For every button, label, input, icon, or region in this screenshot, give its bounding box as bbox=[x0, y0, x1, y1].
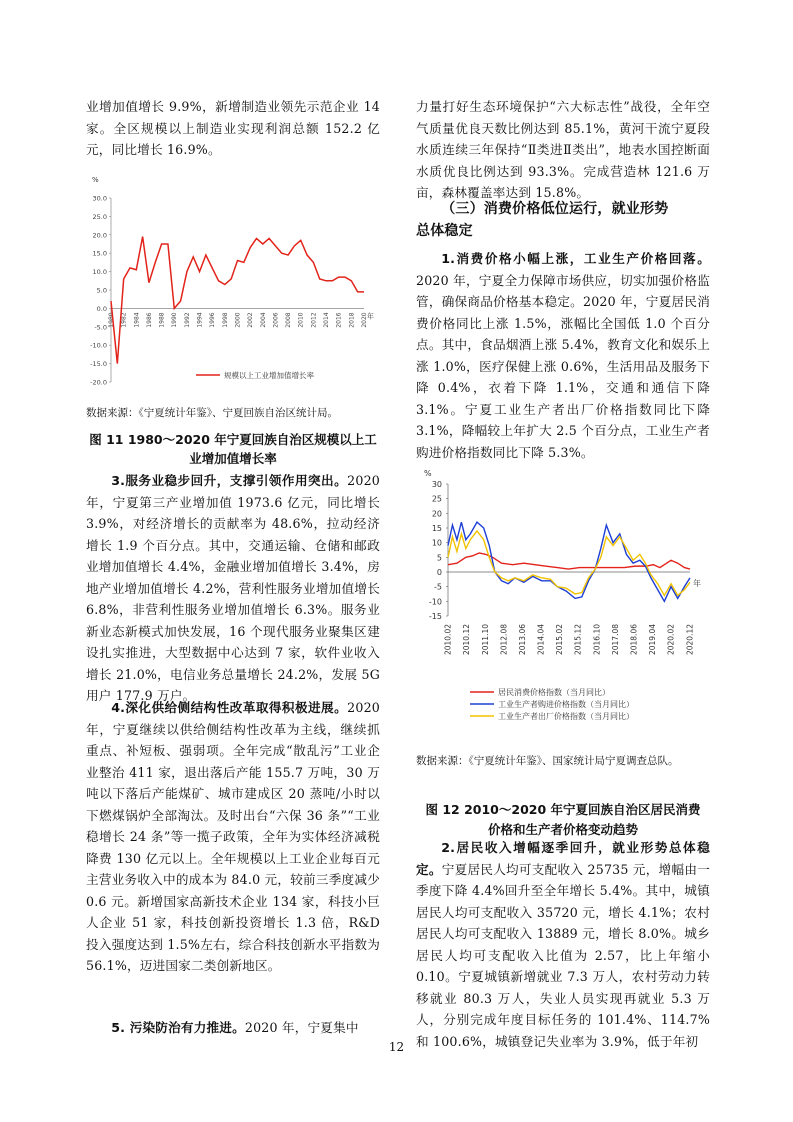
chart2-xtick-label: 2013.06 bbox=[517, 624, 527, 656]
chart1-xtick-label: 2010 bbox=[297, 312, 305, 328]
chart1-xtick-label: 2006 bbox=[272, 312, 280, 328]
chart2-ytick-label: 20 bbox=[431, 509, 442, 519]
chart2-xtick-label: 2018.06 bbox=[629, 624, 639, 656]
price-section-title: 1.消费价格小幅上涨，工业生产价格回落。 bbox=[441, 251, 710, 266]
price-section-body: 2020 年，宁夏全力保障市场供应，切实加强价格监管，确保商品价格基本稳定。2020 年，宁夏居民消费价格同比上涨 1.5%，涨幅比全国低 1.0 个百分点。其中，食品烟酒上涨 5.4%，教育文化和娱乐上涨 1.0%，医疗保健上涨 0.6%，生活用品及服务下降 0.4%，衣着下降 1.1%，交通和通信下降 3.1%。宁夏工业生产者出厂价格指数同比下降 3.1%，降幅较上年扩大 2.5 个百分点，工业生产者购进价格指数同比下降 5.3%。 bbox=[416, 272, 710, 460]
income-section-body: 宁夏居民人均可支配收入 25735 元，增幅由一季度下降 4.4%回升至全年增长 5.4%。其中，城镇居民人均可支配收入 35720 元，增长 4.1%；农村居民人均可支配收入 13889 元，增长 8.0%。城乡居民人均可支配收入比值为 2.57，比上年缩小 0.10。宁夏城镇新增就业 7.3 万人，农村劳动力转移就业 80.3 万人，失业人员实现再就业 5.3 万人，分别完成年度目标任务的 101.4%、114.7%和 100.6%，城镇登记失业率为 3.9%，低于年初 bbox=[416, 861, 710, 1049]
chart2-xtick-label: 2010.12 bbox=[462, 624, 472, 656]
chart2-legend-label-3: 工业生产者出厂价格指数（当月同比） bbox=[498, 712, 634, 721]
chart2-series-line-1 bbox=[448, 553, 690, 569]
fig11-caption-line1: 图 11 1980～2020 年宁夏回族自治区规模以上工 bbox=[89, 432, 377, 447]
chart2-xtick-label: 2020.02 bbox=[666, 624, 676, 656]
chart2-xtick-label: 2010.02 bbox=[443, 624, 453, 656]
chart1-xtick-label: 2000 bbox=[234, 312, 242, 328]
chart2-ytick-label: 5 bbox=[436, 553, 442, 563]
chart1-xtick-label: 1994 bbox=[196, 312, 204, 328]
section-5-title: 5. 污染防治有力推进。 bbox=[111, 1020, 245, 1035]
chart1-ytick-label: -15.0 bbox=[90, 360, 107, 369]
chart1-ylabel: % bbox=[92, 176, 99, 184]
chart1-xtick-label: 2002 bbox=[247, 312, 255, 328]
chart-fig12 bbox=[418, 466, 718, 728]
chart1-ytick-label: -10.0 bbox=[90, 341, 107, 350]
chart1-ytick-label: -5.0 bbox=[94, 323, 107, 332]
chart2-ytick-label: 15 bbox=[431, 524, 442, 533]
chart1-ytick-label: 25.0 bbox=[92, 212, 107, 221]
chart2-xtick-label: 2019.04 bbox=[648, 624, 658, 656]
chart2-series-line-3 bbox=[448, 531, 690, 596]
income-section-title: 2.居民收入增幅逐季回升，就业形势总体稳定。 bbox=[416, 840, 710, 877]
section-4-body: 2020 年，宁夏继续以供给侧结构性改革为主线，继续抓重点、补短板、强弱项。全年完成“散乱污”工业企业整治 411 家，退出落后产能 155.7 万吨，30 万吨以下落后产能煤矿、城市建成区 20 蒸吨/小时以下燃煤锅炉全部淘汰。及时出台“六保 36 条”“工业稳增长 24 条”等一揽子政策，全年为实体经济减税降费 130 亿元以上。全年规模以上工业企业每百元主营业务收入中的成本为 84.0 元，较前三季度减少 0.6 元。新增国家高新技术企业 134 家，科技小巨人企业 51 家，科技创新投资增长 1.3 倍，R&D 投入强度达到 1.5%左右，综合科技创新水平指数为 56.1%，迈进国家二类创新地区。 bbox=[86, 700, 380, 973]
chart1-ytick-label: 10.0 bbox=[92, 268, 107, 277]
chart2-legend-label-2: 工业生产者购进价格指数（当月同比） bbox=[498, 700, 634, 709]
fig12-caption-line2: 价格和生产者价格变动趋势 bbox=[487, 822, 638, 837]
chart2-xtick-label: 2011.10 bbox=[480, 624, 490, 656]
left-section-3 bbox=[86, 470, 380, 707]
chart2-xtick-label: 2015.02 bbox=[555, 624, 565, 656]
chart1-ytick-label: 30.0 bbox=[92, 194, 107, 203]
chart1-xtick-label: 2008 bbox=[285, 312, 293, 328]
chart2-ytick-label: 30 bbox=[431, 480, 442, 489]
chart2-legend-label-1: 居民消费价格指数（当月同比） bbox=[498, 688, 610, 697]
chart2-ytick-label: -5 bbox=[434, 582, 442, 592]
right-paragraph-top: 力量打好生态环境保护“六大标志性”战役，全年空气质量优良天数比例达到 85.1%，黄河干流宁夏段水质连续三年保持“Ⅱ类进Ⅱ类出”，地表水国控断面水质优良比例达到 93.3%。完成营造林 121.6 万亩，森林覆盖率达到 15.8%。 bbox=[416, 99, 710, 200]
chart1-xtick-label: 2014 bbox=[323, 312, 331, 328]
chart1-xtick-label: 1992 bbox=[183, 312, 191, 328]
left-section-5 bbox=[86, 1017, 380, 1039]
chart1-xtick-label: 2020 bbox=[361, 312, 368, 328]
section-3-title: 3.服务业稳步回升，支撑引领作用突出。 bbox=[111, 473, 348, 488]
fig12-caption-line1: 图 12 2010～2020 年宁夏回族自治区居民消费 bbox=[425, 802, 701, 817]
chart1-ytick-label: 20.0 bbox=[92, 231, 107, 240]
chart2-ytick-label: -15 bbox=[428, 612, 442, 621]
chart1-xtick-label: 1986 bbox=[145, 312, 153, 328]
chart1-ytick-label: 0.0 bbox=[96, 304, 107, 313]
section-3-body: 2020 年，宁夏第三产业增加值 1973.6 亿元，同比增长 3.9%，对经济增长的贡献率为 48.6%，拉动经济增长 1.9 个百分点。其中，交通运输、仓储和邮政业增加值增长 4.4%，金融业增加值增长 3.4%，房地产业增加值增长 4.2%，营利性服务业增加值增长 6.8%，非营利性服务业增加值增长 6.3%。服务业新业态新模式加快发展，16 个现代服务业聚集区建设扎实推进，大型数据中心达到 7 家，软件业收入增长 21.0%，电信业务总量增长 24.2%，发展 5G 用户 177.9 万户。 bbox=[86, 473, 380, 703]
section-heading-3-line1: （三）消费价格低位运行，就业形势 bbox=[441, 201, 669, 217]
chart2-xtick-label: 2017.08 bbox=[610, 624, 620, 656]
chart1-xtick-label: 1990 bbox=[171, 312, 179, 328]
chart1-xtick-label: 2012 bbox=[310, 312, 318, 328]
right-section-1 bbox=[416, 248, 710, 463]
chart1-xtick-label: 1984 bbox=[133, 312, 141, 328]
left-paragraph-top: 业增加值增长 9.9%，新增制造业领先示范企业 14 家。全区规模以上制造业实现利润总额 152.2 亿元，同比增长 16.9%。 bbox=[86, 99, 380, 157]
chart1-ytick-label: 5.0 bbox=[96, 286, 107, 295]
chart1-xlabel: 年 bbox=[367, 312, 374, 321]
chart2-ytick-label: 0 bbox=[436, 568, 442, 577]
chart2-ytick-label: -10 bbox=[428, 597, 442, 607]
chart1-legend-label: 规模以上工业增加值增长率 bbox=[224, 371, 314, 380]
chart2-xtick-label: 2015.12 bbox=[573, 624, 583, 656]
chart2-xtick-label: 2012.08 bbox=[499, 624, 509, 656]
chart2-xtick-label: 2016.10 bbox=[592, 624, 602, 656]
chart2-xtick-label: 2020.12 bbox=[685, 624, 695, 656]
section-5-body: 2020 年，宁夏集中 bbox=[244, 1020, 359, 1035]
left-section-4 bbox=[86, 697, 380, 977]
chart1-xtick-label: 2004 bbox=[259, 312, 267, 328]
chart-fig11 bbox=[86, 170, 386, 390]
chart1-xtick-label: 1980 bbox=[108, 312, 115, 328]
chart1-xtick-label: 2018 bbox=[348, 312, 356, 328]
chart2-ytick-label: 25 bbox=[431, 494, 442, 504]
chart2-xtick-label: 2014.04 bbox=[536, 624, 546, 656]
right-section-2 bbox=[416, 837, 710, 1052]
chart1-series-line bbox=[111, 237, 364, 364]
chart1-ytick-label: 15.0 bbox=[92, 249, 107, 258]
chart2-xlabel: 年 bbox=[693, 579, 701, 588]
section-heading-3-line2: 总体稳定 bbox=[416, 223, 473, 239]
chart2-ytick-label: 10 bbox=[431, 538, 442, 548]
page-number: 12 bbox=[388, 1040, 405, 1054]
chart1-xtick-label: 1996 bbox=[209, 312, 217, 328]
fig12-source: 数据来源：《宁夏统计年鉴》、国家统计局宁夏调查总队。 bbox=[416, 755, 679, 767]
fig11-source: 数据来源：《宁夏统计年鉴》、宁夏回族自治区统计局。 bbox=[86, 407, 338, 419]
chart1-xtick-label: 1998 bbox=[221, 312, 229, 328]
chart1-xtick-label: 2016 bbox=[335, 312, 343, 328]
section-4-title: 4.深化供给侧结构性改革取得积极进展。 bbox=[111, 700, 348, 715]
chart1-ytick-label: -20.0 bbox=[90, 378, 107, 387]
chart1-xtick-label: 1988 bbox=[158, 312, 166, 328]
chart2-ylabel: % bbox=[424, 469, 432, 478]
fig11-caption-line2: 业增加值增长率 bbox=[189, 451, 277, 466]
chart1-xtick-label: 1982 bbox=[120, 312, 128, 328]
